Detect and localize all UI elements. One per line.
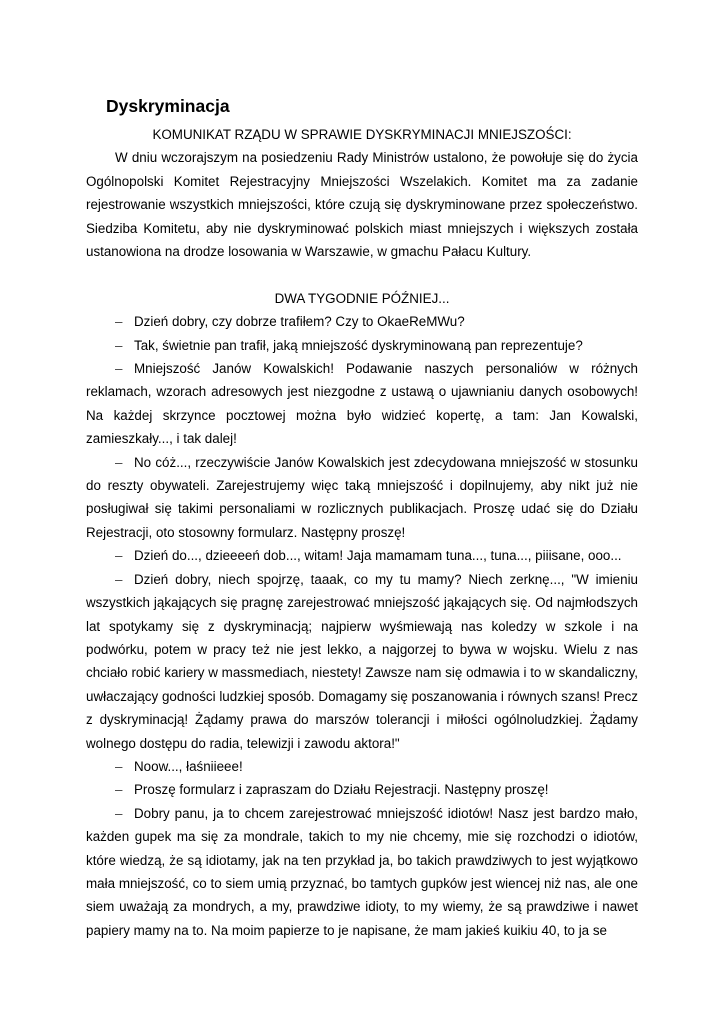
- dash-bullet: –: [115, 758, 123, 774]
- dash-bullet: –: [115, 548, 123, 564]
- dialog-text: Proszę formularz i zapraszam do Działu Rejestracji. Następny proszę!: [134, 782, 549, 798]
- dialog-text: Dzień do..., dzieeeeń dob..., witam! Jaja mamamam tuna..., tuna..., piiisane, ooo...: [134, 548, 622, 564]
- document-title: Dyskryminacja: [106, 96, 230, 116]
- dialog-text: Dzień dobry, niech spojrzę, taaak, co my tu mamy? Niech zerknę..., "W imieniu wszystkich jąkających się pragnę zarejestrować mniejszość jąkających się. Od najmłodszych lat spotykamy się z dyskryminacją; najpierw wyśmiewają nas koledzy w szkole i na podwórku, potem w pracy też nie jest lekko, a najgorzej to bywa w wojsku. Wielu z nas chciało robić kariery w massmediach, niestety! Zawsze nam się odmawia i to w skandaliczny, uwłaczający godności ludzkiej sposób. Domagamy się poszanowania i równych szans! Precz z dyskryminacją! Żądamy prawa do marszów tolerancji i miłości ogólnoludzkiej. Żądamy wolnego dostępu do radia, telewizji i zawodu aktora!": [86, 571, 638, 751]
- dialog-line: [86, 357, 638, 451]
- paragraph-gap: [86, 263, 638, 286]
- dash-bullet: –: [115, 337, 123, 353]
- dialog-text: Noow..., łaśniieee!: [134, 758, 243, 774]
- dash-bullet: –: [115, 454, 123, 470]
- dash-bullet: –: [115, 571, 123, 587]
- government-announcement-heading: KOMUNIKAT RZĄDU W SPRAWIE DYSKRYMINACJI MNIEJSZOŚCI:: [152, 127, 572, 142]
- dialog-line: [86, 334, 638, 357]
- dash-bullet: –: [115, 805, 123, 821]
- dialog-line: [86, 568, 638, 755]
- dialog-line: [86, 755, 638, 778]
- dialog-text: Dzień dobry, czy dobrze trafiłem? Czy to OkaeReMWu?: [134, 314, 465, 330]
- dialog-line: [86, 778, 638, 801]
- dash-bullet: –: [115, 782, 123, 798]
- dash-bullet: –: [115, 361, 123, 377]
- document-page: [86, 95, 638, 942]
- dialog-line: [86, 802, 638, 942]
- dialog-line: [86, 544, 638, 567]
- dialog-text: Dobry panu, ja to chcem zarejestrować mniejszość idiotów! Nasz jest bardzo mało, każden gupek ma się za mondrale, takich to my nie chcemy, mie się rozchodzi o idiotów, które wiedzą, że są idiotamy, jak na ten przykład ja, bo takich prawdziwych to jest wyjątkowo mała mniejszość, co to siem umią przyznać, bo tamtych gupków jest wiencej niż nas, ale one siem uważają za mondrych, a my, prawdziwe idioty, to my wiemy, że są prawdziwe i nawet papiery mamy na to. Na moim papierze to je napisane, że mam jakieś kuikiu 40, to ja se: [86, 805, 638, 938]
- dialog-text: Mniejszość Janów Kowalskich! Podawanie naszych personaliów w różnych reklamach, wzorach adresowych jest niezgodne z ustawą o ujawnianiu danych osobowych! Na każdej skrzynce pocztowej można było widzieć kopertę, a tam: Jan Kowalski, zamieszkały..., i tak dalej!: [86, 361, 638, 447]
- dialog-text: No cóż..., rzeczywiście Janów Kowalskich jest zdecydowana mniejszość w stosunku do reszty obywateli. Zarejestrujemy więc taką mniejszość i dopilnujemy, aby nikt już nie posługiwał się takimi personaliami w rozlicznych publikacjach. Proszę udać się do Działu Rejestracji, oto stosowny formularz. Następny proszę!: [86, 454, 638, 540]
- dialog-line: [86, 310, 638, 333]
- intro-paragraph: W dniu wczorajszym na posiedzeniu Rady Ministrów ustalono, że powołuje się do życia Ogólnopolski Komitet Rejestracyjny Mniejszości Wszelakich. Komitet ma za zadanie rejestrowanie wszystkich mniejszości, które czują się dyskryminowane przez społeczeństwo. Siedziba Komitetu, aby nie dyskryminować polskich miast mniejszych i większych została ustanowiona na drodze losowania w Warszawie, w gmachu Pałacu Kultury.: [86, 150, 638, 260]
- dialog-line: [86, 451, 638, 545]
- two-weeks-later-heading: DWA TYGODNIE PÓŹNIEJ...: [274, 290, 450, 306]
- dialog-text: Tak, świetnie pan trafił, jaką mniejszość dyskryminowaną pan reprezentuje?: [134, 337, 583, 353]
- dash-bullet: –: [115, 314, 123, 330]
